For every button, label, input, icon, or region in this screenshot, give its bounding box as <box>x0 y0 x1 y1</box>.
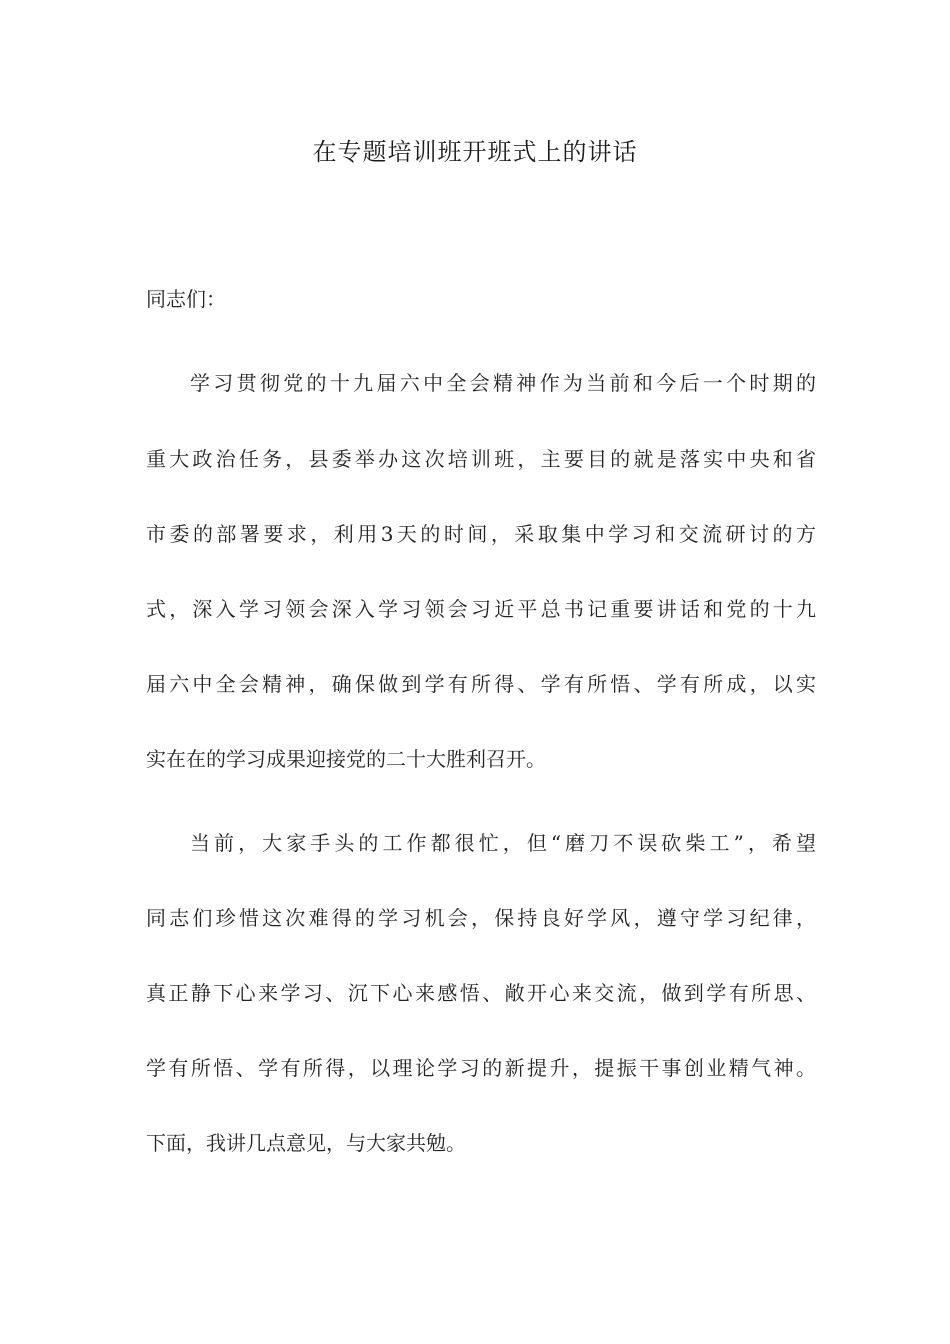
salutation: 同志们： <box>146 287 226 311</box>
paragraph-1-line-5: 届六中全会精神，确保做到学有所得、学有所悟、学有所成，以实 <box>146 672 816 696</box>
paragraph-1-line-6: 实在在的学习成果迎接党的二十大胜利召开。 <box>146 747 546 771</box>
paragraph-1-line-2: 重大政治任务，县委举办这次培训班，主要目的就是落实中央和省 <box>146 447 816 471</box>
paragraph-2-line-5: 下面，我讲几点意见，与大家共勉。 <box>146 1131 466 1155</box>
paragraph-1-line-3: 市委的部署要求，利用3天的时间，采取集中学习和交流研讨的方 <box>146 522 816 546</box>
paragraph-1-line-4: 式，深入学习领会深入学习领会习近平总书记重要讲话和党的十九 <box>146 597 816 621</box>
paragraph-2-line-4: 学有所悟、学有所得，以理论学习的新提升，提振干事创业精气神。 <box>146 1056 816 1080</box>
paragraph-2-line-1: 当前，大家手头的工作都很忙，但“磨刀不误砍柴工”，希望 <box>190 831 816 855</box>
paragraph-2-line-2: 同志们珍惜这次难得的学习机会，保持良好学风，遵守学习纪律， <box>146 906 816 930</box>
document-title: 在专题培训班开班式上的讲话 <box>312 138 638 166</box>
paragraph-2-line-3: 真正静下心来学习、沉下心来感悟、敞开心来交流，做到学有所思、 <box>146 981 816 1005</box>
paragraph-1-line-1: 学习贯彻党的十九届六中全会精神作为当前和今后一个时期的 <box>190 371 816 395</box>
